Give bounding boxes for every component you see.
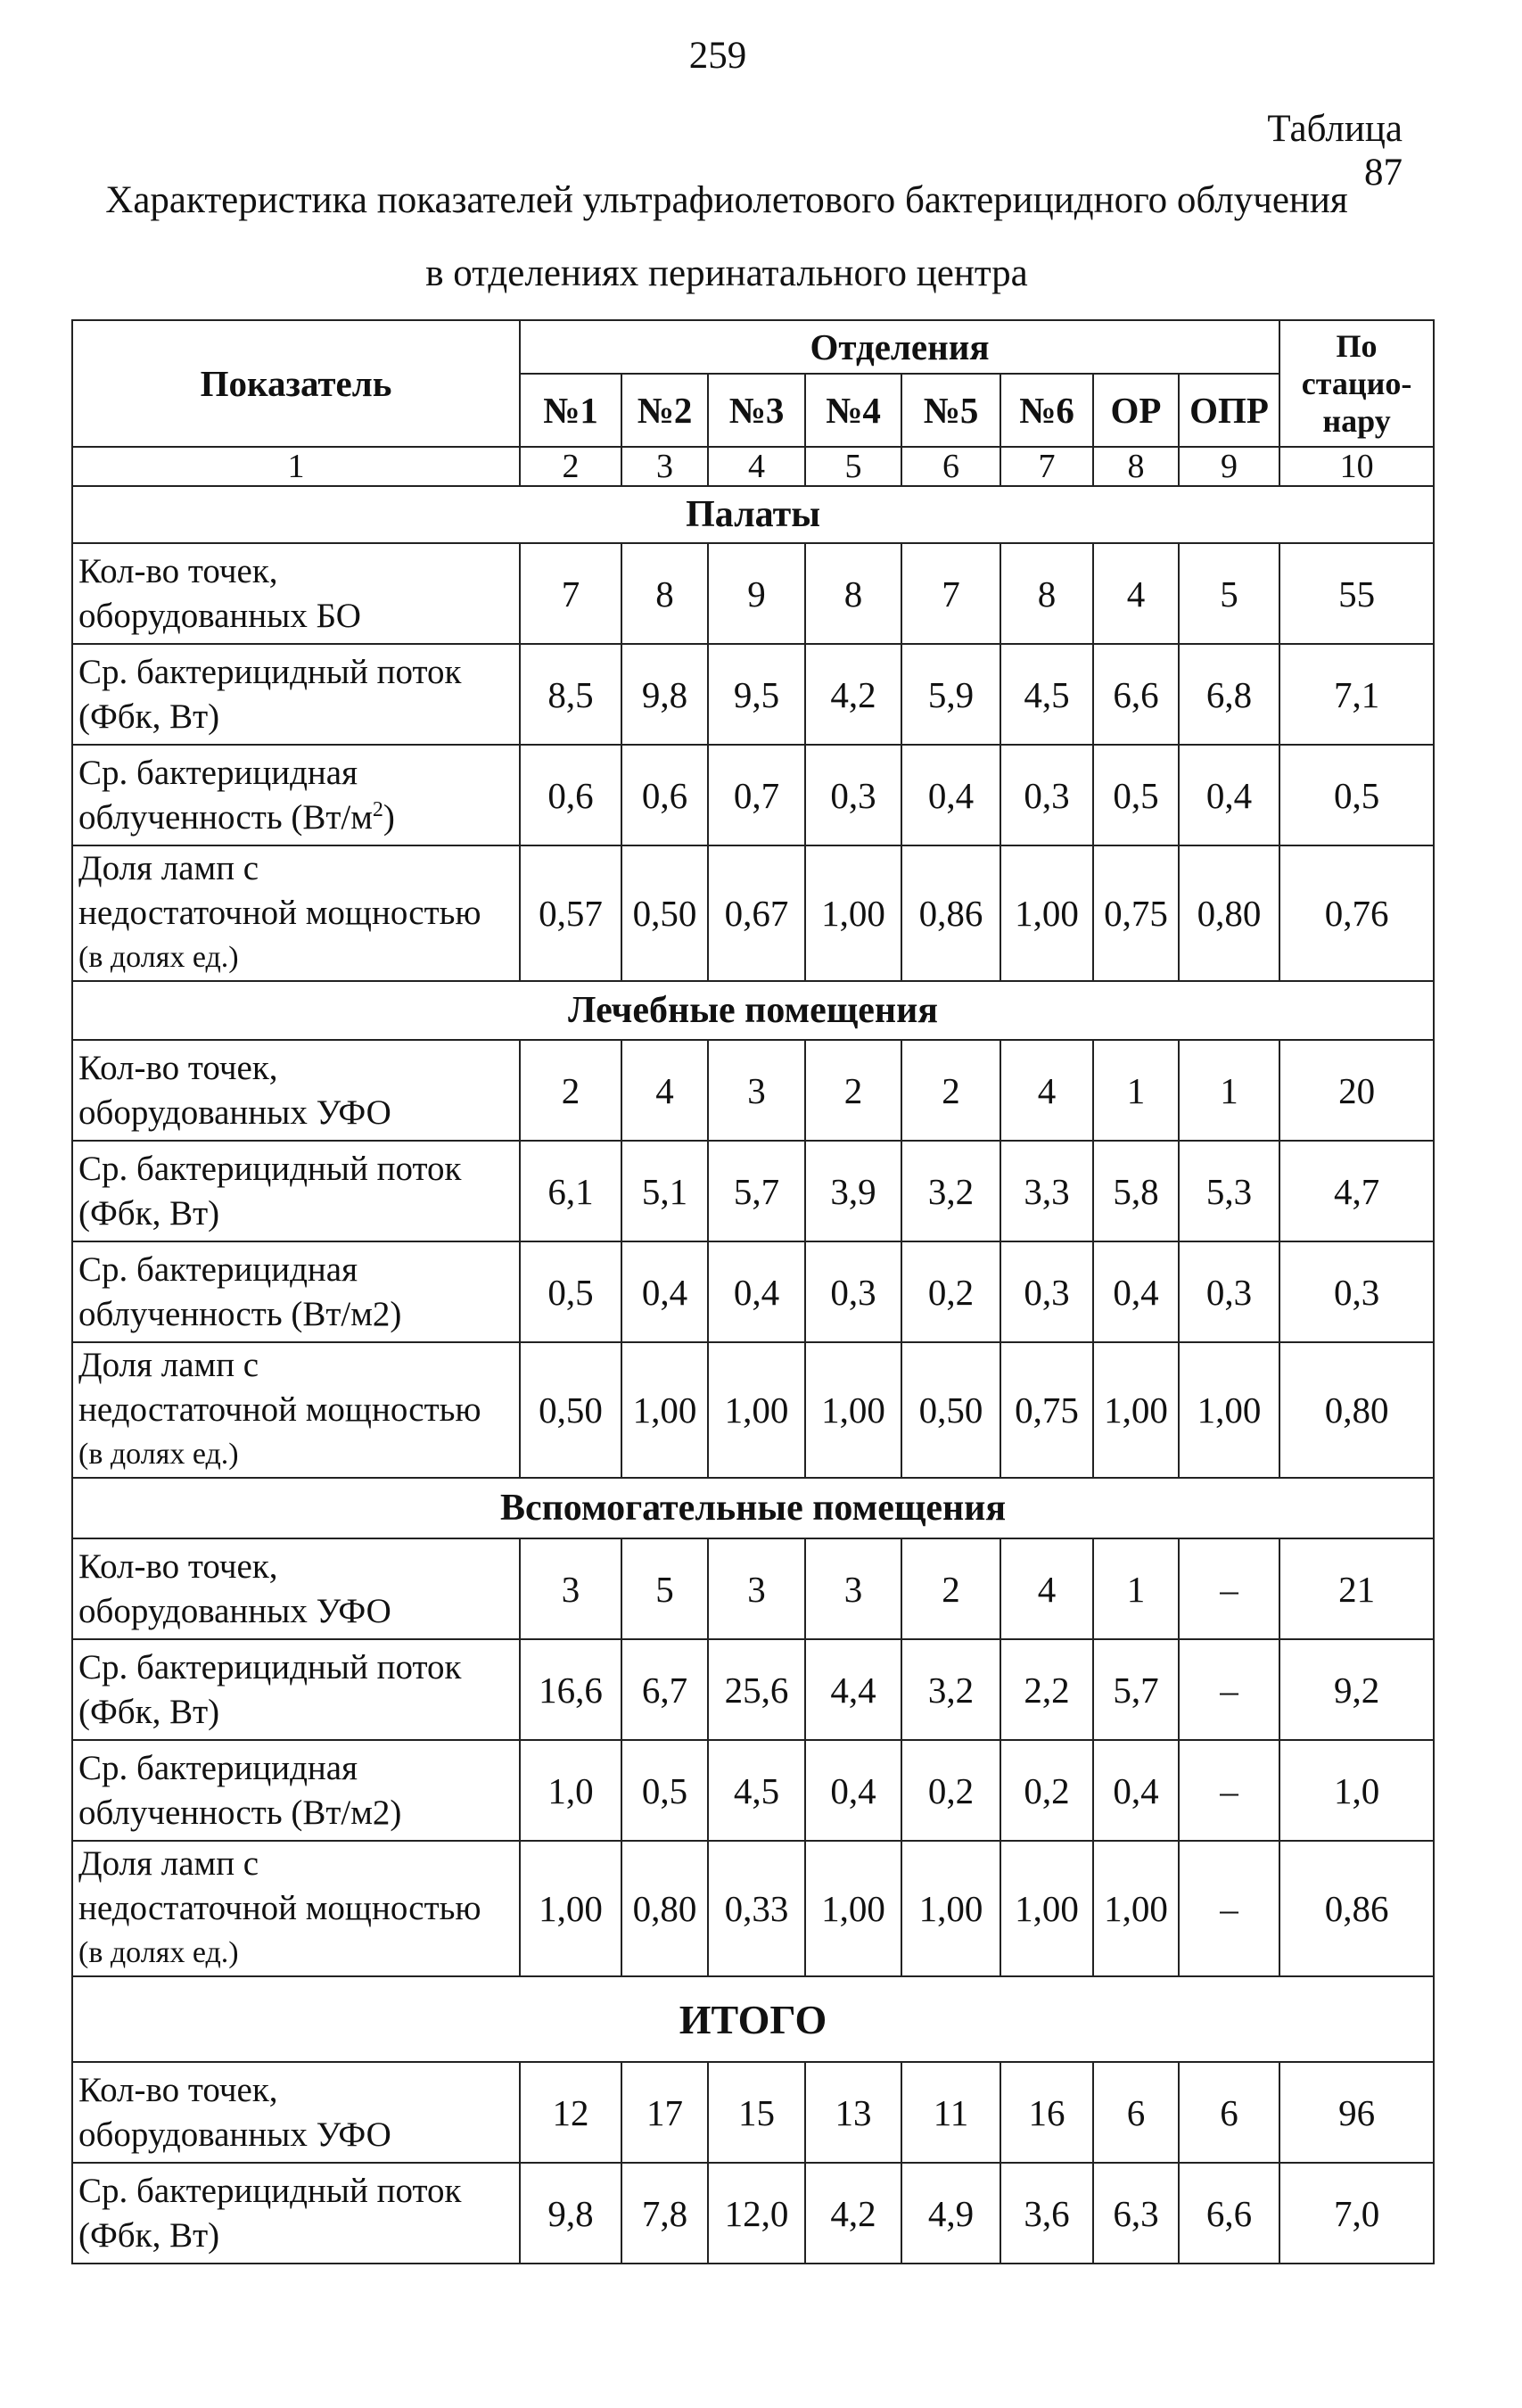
- table-row: [72, 1639, 1434, 1740]
- indicator-label: [72, 1141, 520, 1241]
- value-cell: 7: [520, 543, 621, 644]
- label-text: оборудованных УФО: [78, 2115, 391, 2154]
- value-cell: 8: [621, 543, 708, 644]
- value-cell: 0,80: [1179, 845, 1279, 981]
- value-cell: 2: [520, 1040, 621, 1141]
- value-cell: 3: [520, 1538, 621, 1639]
- value-cell: 0,50: [621, 845, 708, 981]
- label-text: оборудованных БО: [78, 596, 361, 635]
- label-text: Доля ламп с: [78, 1844, 259, 1883]
- value-cell: 1,00: [1093, 1342, 1179, 1478]
- value-cell: 3,2: [901, 1141, 1000, 1241]
- column-number: 8: [1093, 447, 1179, 486]
- value-cell: 1,00: [805, 1342, 901, 1478]
- column-number: 10: [1279, 447, 1434, 486]
- indicator-label-line: [78, 2214, 519, 2258]
- label-text: Ср. бактерицидный поток: [78, 2171, 462, 2210]
- indicator-label-line: [78, 2068, 519, 2113]
- value-cell: 8: [805, 543, 901, 644]
- indicator-label-line: [78, 1545, 519, 1589]
- value-cell: 0,50: [901, 1342, 1000, 1478]
- table-caption-line2: в отделениях перинатального центра: [425, 252, 1028, 294]
- indicator-label-line: [78, 594, 519, 639]
- indicator-label-line: [78, 1645, 519, 1690]
- value-cell: 5,7: [708, 1141, 805, 1241]
- value-cell: 3,9: [805, 1141, 901, 1241]
- total-value-cell: 21: [1279, 1538, 1434, 1639]
- value-cell: 1,00: [901, 1841, 1000, 1976]
- indicator-label-line: [78, 1147, 519, 1192]
- total-value-cell: 0,5: [1279, 745, 1434, 845]
- value-cell: 0,2: [901, 1740, 1000, 1841]
- value-cell: 0,3: [1000, 745, 1093, 845]
- value-cell: 3,6: [1000, 2163, 1093, 2264]
- total-value-cell: 7,1: [1279, 644, 1434, 745]
- value-cell: 0,50: [520, 1342, 621, 1478]
- total-value-cell: 9,2: [1279, 1639, 1434, 1740]
- indicator-label: [72, 1740, 520, 1841]
- label-text: оборудованных УФО: [78, 1093, 391, 1132]
- label-text: облученность (Вт/м2): [78, 1294, 402, 1333]
- indicator-label-line: [78, 695, 519, 739]
- page-number: 259: [688, 35, 747, 77]
- value-cell: 12: [520, 2062, 621, 2163]
- indicator-label: [72, 1241, 520, 1342]
- value-cell: 2: [901, 1040, 1000, 1141]
- label-text: Доля ламп с: [78, 1346, 259, 1384]
- section-row: [72, 981, 1434, 1040]
- value-cell: 5: [1179, 543, 1279, 644]
- value-cell: 11: [901, 2062, 1000, 2163]
- indicator-label: [72, 2062, 520, 2163]
- value-cell: 0,4: [1093, 1241, 1179, 1342]
- value-cell: 4: [1000, 1538, 1093, 1639]
- value-cell: 4: [1000, 1040, 1093, 1141]
- total-value-cell: 1,0: [1279, 1740, 1434, 1841]
- value-cell: 0,2: [1000, 1740, 1093, 1841]
- value-cell: 4,5: [708, 1740, 805, 1841]
- value-cell: 16,6: [520, 1639, 621, 1740]
- table-body: [72, 486, 1434, 2264]
- value-cell: 9: [708, 543, 805, 644]
- indicator-label: [72, 745, 520, 845]
- table-row: [72, 1538, 1434, 1639]
- value-cell: 0,4: [1093, 1740, 1179, 1841]
- total-value-cell: 96: [1279, 2062, 1434, 2163]
- table-row: [72, 543, 1434, 644]
- value-cell: 7: [901, 543, 1000, 644]
- label-text: Ср. бактерицидная: [78, 1748, 358, 1787]
- indicator-label-line: [78, 1931, 519, 1975]
- table-row: [72, 644, 1434, 745]
- indicator-label-line: [78, 1343, 519, 1388]
- value-cell: 0,4: [621, 1241, 708, 1342]
- indicator-label-line: [78, 1388, 519, 1432]
- value-cell: 3: [708, 1538, 805, 1639]
- indicator-label: [72, 1040, 520, 1141]
- value-cell: –: [1179, 1538, 1279, 1639]
- value-cell: 0,2: [901, 1241, 1000, 1342]
- value-cell: 2: [901, 1538, 1000, 1639]
- indicator-label-line: [78, 891, 519, 936]
- value-cell: 6,3: [1093, 2163, 1179, 2264]
- value-cell: 1,00: [1093, 1841, 1179, 1976]
- label-text: недостаточной мощностью: [78, 1390, 481, 1429]
- table-caption-line1: Характеристика показателей ультрафиолетового бактерицидного облучения: [105, 179, 1348, 221]
- table-row: [72, 1040, 1434, 1141]
- value-cell: 1,00: [805, 1841, 901, 1976]
- column-number: 9: [1179, 447, 1279, 486]
- label-text: недостаточной мощностью: [78, 1889, 481, 1927]
- value-cell: 1: [1093, 1040, 1179, 1141]
- label-text: Ср. бактерицидная: [78, 1249, 358, 1289]
- indicator-label-line: [78, 1791, 519, 1835]
- value-cell: 6,7: [621, 1639, 708, 1740]
- indicator-label: [72, 1342, 520, 1478]
- value-cell: 0,57: [520, 845, 621, 981]
- indicator-label-line: [78, 1192, 519, 1236]
- value-cell: 0,7: [708, 745, 805, 845]
- value-cell: 5: [621, 1538, 708, 1639]
- value-cell: 3,3: [1000, 1141, 1093, 1241]
- header-column: №6: [1000, 374, 1093, 447]
- table-row: [72, 1841, 1434, 1976]
- section-row: [72, 486, 1434, 543]
- value-cell: 1,00: [1179, 1342, 1279, 1478]
- header-column: №4: [805, 374, 901, 447]
- value-cell: 0,67: [708, 845, 805, 981]
- section-title: ИТОГО: [72, 1976, 1434, 2062]
- label-text: Ср. бактерицидный поток: [78, 1149, 462, 1188]
- table-label: Таблица 87: [1267, 108, 1403, 194]
- value-cell: 16: [1000, 2062, 1093, 2163]
- label-text: (Фбк, Вт): [78, 2215, 220, 2255]
- indicator-label-line: [78, 1248, 519, 1292]
- value-cell: 2,2: [1000, 1639, 1093, 1740]
- label-text: Кол-во точек,: [78, 551, 278, 590]
- value-cell: 13: [805, 2062, 901, 2163]
- value-cell: 1,00: [1000, 1841, 1093, 1976]
- column-number: 1: [72, 447, 520, 486]
- value-cell: 0,4: [805, 1740, 901, 1841]
- column-number: 7: [1000, 447, 1093, 486]
- table-row: [72, 745, 1434, 845]
- value-cell: 4,2: [805, 2163, 901, 2264]
- header-column: №2: [621, 374, 708, 447]
- value-cell: 3: [708, 1040, 805, 1141]
- value-cell: 0,5: [621, 1740, 708, 1841]
- total-value-cell: 0,76: [1279, 845, 1434, 981]
- label-text: Кол-во точек,: [78, 2070, 278, 2109]
- table-header: [72, 320, 1434, 486]
- value-cell: 1,00: [621, 1342, 708, 1478]
- value-cell: 0,4: [1179, 745, 1279, 845]
- total-value-cell: 55: [1279, 543, 1434, 644]
- label-text: оборудованных УФО: [78, 1591, 391, 1630]
- header-column: №3: [708, 374, 805, 447]
- column-number: 4: [708, 447, 805, 486]
- value-cell: 3: [805, 1538, 901, 1639]
- indicator-label-line: [78, 1842, 519, 1886]
- indicator-label-line: [78, 1886, 519, 1931]
- column-number: 2: [520, 447, 621, 486]
- value-cell: 2: [805, 1040, 901, 1141]
- indicator-label-line: [78, 1432, 519, 1477]
- indicator-label: [72, 845, 520, 981]
- header-total: По стацио-нару: [1279, 320, 1434, 447]
- superscript: 2: [372, 797, 383, 821]
- value-cell: 9,8: [520, 2163, 621, 2264]
- value-cell: 0,5: [1093, 745, 1179, 845]
- label-text: (Фбк, Вт): [78, 697, 220, 736]
- value-cell: 0,3: [805, 745, 901, 845]
- value-cell: 4: [1093, 543, 1179, 644]
- value-cell: 6: [1093, 2062, 1179, 2163]
- total-value-cell: 0,86: [1279, 1841, 1434, 1976]
- value-cell: 1,00: [1000, 845, 1093, 981]
- value-cell: 5,7: [1093, 1639, 1179, 1740]
- total-value-cell: 0,80: [1279, 1342, 1434, 1478]
- label-text: (в долях ед.): [78, 941, 239, 974]
- value-cell: 6: [1179, 2062, 1279, 2163]
- value-cell: 0,6: [621, 745, 708, 845]
- indicator-label: [72, 644, 520, 745]
- label-text: Кол-во точек,: [78, 1546, 278, 1586]
- value-cell: 9,5: [708, 644, 805, 745]
- header-departments: Отделения: [520, 320, 1279, 374]
- indicator-label-line: [78, 1690, 519, 1735]
- value-cell: 25,6: [708, 1639, 805, 1740]
- indicator-label-line: [78, 751, 519, 796]
- total-value-cell: 20: [1279, 1040, 1434, 1141]
- section-row: [72, 1478, 1434, 1538]
- table-row: [72, 2062, 1434, 2163]
- value-cell: 8: [1000, 543, 1093, 644]
- label-text: Ср. бактерицидный поток: [78, 652, 462, 691]
- section-title: Палаты: [72, 486, 1434, 543]
- header-column: ОПР: [1179, 374, 1279, 447]
- value-cell: 4,9: [901, 2163, 1000, 2264]
- label-text: (Фбк, Вт): [78, 1692, 220, 1731]
- value-cell: –: [1179, 1639, 1279, 1740]
- value-cell: 1,0: [520, 1740, 621, 1841]
- label-text: Доля ламп с: [78, 849, 259, 887]
- label-text: Ср. бактерицидный поток: [78, 1647, 462, 1686]
- indicator-label: [72, 1538, 520, 1639]
- value-cell: 0,80: [621, 1841, 708, 1976]
- column-number: 5: [805, 447, 901, 486]
- section-title: Вспомогательные помещения: [72, 1478, 1434, 1538]
- value-cell: 0,3: [1000, 1241, 1093, 1342]
- label-text: Кол-во точек,: [78, 1048, 278, 1087]
- indicator-label-line: [78, 1046, 519, 1091]
- label-text: облученность (Вт/м: [78, 797, 373, 837]
- indicator-label-line: [78, 1589, 519, 1634]
- indicator-label-line: [78, 650, 519, 695]
- value-cell: –: [1179, 1740, 1279, 1841]
- value-cell: 0,75: [1000, 1342, 1093, 1478]
- label-text: ): [383, 797, 395, 837]
- table-row: [72, 1342, 1434, 1478]
- total-value-cell: 0,3: [1279, 1241, 1434, 1342]
- indicator-label: [72, 2163, 520, 2264]
- label-text: (в долях ед.): [78, 1438, 239, 1471]
- value-cell: 9,8: [621, 644, 708, 745]
- table-row: [72, 1241, 1434, 1342]
- indicator-label-line: [78, 796, 519, 840]
- value-cell: 15: [708, 2062, 805, 2163]
- value-cell: 0,86: [901, 845, 1000, 981]
- indicator-label: [72, 1639, 520, 1740]
- indicator-label-line: [78, 2113, 519, 2157]
- label-text: недостаточной мощностью: [78, 894, 481, 932]
- value-cell: 0,3: [805, 1241, 901, 1342]
- table-row: [72, 1141, 1434, 1241]
- value-cell: 0,3: [1179, 1241, 1279, 1342]
- section-row: [72, 1976, 1434, 2062]
- column-number: 6: [901, 447, 1000, 486]
- value-cell: 1,00: [520, 1841, 621, 1976]
- value-cell: 17: [621, 2062, 708, 2163]
- label-text: облученность (Вт/м2): [78, 1793, 402, 1832]
- data-table: [71, 319, 1435, 2264]
- label-text: (Фбк, Вт): [78, 1193, 220, 1233]
- value-cell: 5,3: [1179, 1141, 1279, 1241]
- value-cell: 6,8: [1179, 644, 1279, 745]
- column-number: 3: [621, 447, 708, 486]
- value-cell: 4,5: [1000, 644, 1093, 745]
- value-cell: 1,00: [805, 845, 901, 981]
- indicator-label: [72, 543, 520, 644]
- value-cell: 6,6: [1179, 2163, 1279, 2264]
- value-cell: 4,2: [805, 644, 901, 745]
- header-indicator: Показатель: [72, 320, 520, 447]
- indicator-label-line: [78, 1746, 519, 1791]
- indicator-label-line: [78, 936, 519, 980]
- value-cell: 6,1: [520, 1141, 621, 1241]
- value-cell: 4,4: [805, 1639, 901, 1740]
- value-cell: 1: [1093, 1538, 1179, 1639]
- table-row: [72, 1740, 1434, 1841]
- section-title: Лечебные помещения: [72, 981, 1434, 1040]
- value-cell: 0,4: [708, 1241, 805, 1342]
- label-text: Ср. бактерицидная: [78, 753, 358, 792]
- indicator-label-line: [78, 549, 519, 594]
- value-cell: 0,5: [520, 1241, 621, 1342]
- value-cell: 1,00: [708, 1342, 805, 1478]
- value-cell: 7,8: [621, 2163, 708, 2264]
- value-cell: 0,4: [901, 745, 1000, 845]
- indicator-label-line: [78, 1091, 519, 1135]
- header-column: ОР: [1093, 374, 1179, 447]
- value-cell: 8,5: [520, 644, 621, 745]
- column-number-row: [72, 447, 1434, 486]
- value-cell: 0,33: [708, 1841, 805, 1976]
- value-cell: 6,6: [1093, 644, 1179, 745]
- value-cell: 5,9: [901, 644, 1000, 745]
- value-cell: 5,1: [621, 1141, 708, 1241]
- indicator-label-line: [78, 846, 519, 891]
- value-cell: 1: [1179, 1040, 1279, 1141]
- value-cell: 4: [621, 1040, 708, 1141]
- table-row: [72, 845, 1434, 981]
- value-cell: 3,2: [901, 1639, 1000, 1740]
- total-value-cell: 4,7: [1279, 1141, 1434, 1241]
- value-cell: 0,6: [520, 745, 621, 845]
- value-cell: –: [1179, 1841, 1279, 1976]
- indicator-label-line: [78, 1292, 519, 1337]
- header-column: №5: [901, 374, 1000, 447]
- total-value-cell: 7,0: [1279, 2163, 1434, 2264]
- value-cell: 5,8: [1093, 1141, 1179, 1241]
- label-text: (в долях ед.): [78, 1936, 239, 1969]
- value-cell: 12,0: [708, 2163, 805, 2264]
- indicator-label: [72, 1841, 520, 1976]
- header-column: №1: [520, 374, 621, 447]
- table-row: [72, 2163, 1434, 2264]
- value-cell: 0,75: [1093, 845, 1179, 981]
- indicator-label-line: [78, 2169, 519, 2214]
